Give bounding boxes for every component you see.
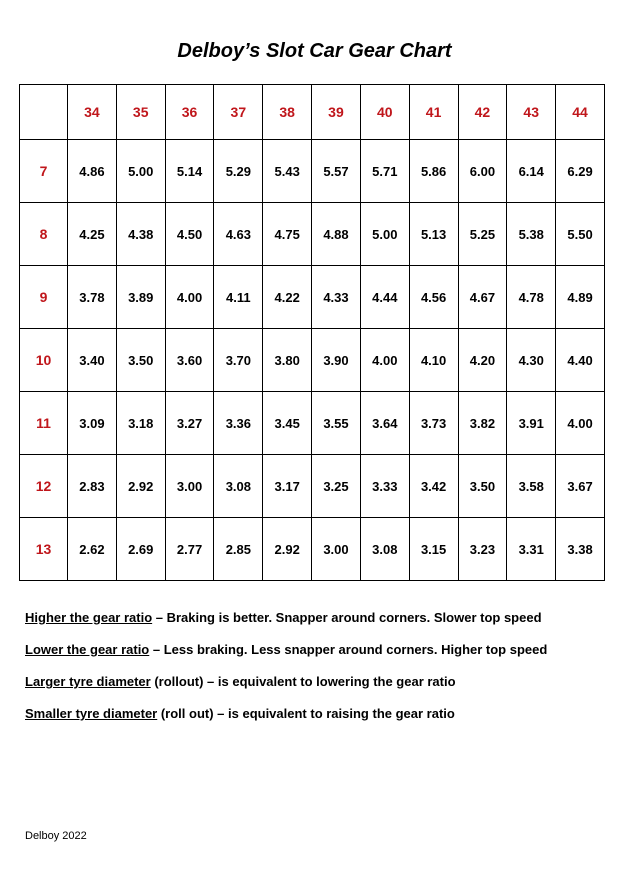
row-header: 10 bbox=[20, 329, 68, 392]
column-header: 43 bbox=[507, 85, 556, 140]
ratio-cell: 5.71 bbox=[360, 140, 409, 203]
note-key: Larger tyre diameter bbox=[25, 674, 151, 689]
ratio-cell: 4.40 bbox=[556, 329, 605, 392]
ratio-cell: 3.09 bbox=[68, 392, 117, 455]
ratio-cell: 3.82 bbox=[458, 392, 507, 455]
ratio-cell: 3.18 bbox=[116, 392, 165, 455]
ratio-cell: 4.78 bbox=[507, 266, 556, 329]
ratio-cell: 5.43 bbox=[263, 140, 312, 203]
ratio-cell: 6.29 bbox=[556, 140, 605, 203]
ratio-cell: 4.10 bbox=[409, 329, 458, 392]
note-line bbox=[25, 705, 615, 737]
ratio-cell: 4.38 bbox=[116, 203, 165, 266]
ratio-cell: 3.17 bbox=[263, 455, 312, 518]
ratio-cell: 4.63 bbox=[214, 203, 263, 266]
note-text: (rollout) – is equivalent to lowering the gear ratio bbox=[150, 674, 456, 689]
ratio-cell: 3.23 bbox=[458, 518, 507, 581]
ratio-cell: 5.86 bbox=[409, 140, 458, 203]
ratio-cell: 4.67 bbox=[458, 266, 507, 329]
ratio-cell: 3.50 bbox=[116, 329, 165, 392]
ratio-cell: 4.22 bbox=[263, 266, 312, 329]
ratio-cell: 3.58 bbox=[507, 455, 556, 518]
ratio-cell: 2.69 bbox=[116, 518, 165, 581]
ratio-cell: 3.31 bbox=[507, 518, 556, 581]
corner-cell bbox=[20, 85, 68, 140]
ratio-cell: 4.86 bbox=[68, 140, 117, 203]
note-key: Higher the gear ratio bbox=[25, 610, 153, 625]
row-header: 9 bbox=[20, 266, 68, 329]
table-row bbox=[20, 140, 605, 203]
ratio-cell: 2.92 bbox=[263, 518, 312, 581]
ratio-cell: 3.38 bbox=[556, 518, 605, 581]
column-header: 44 bbox=[556, 85, 605, 140]
ratio-cell: 3.45 bbox=[263, 392, 312, 455]
note-line bbox=[25, 641, 615, 673]
ratio-cell: 4.00 bbox=[360, 329, 409, 392]
table-row bbox=[20, 455, 605, 518]
column-header: 40 bbox=[360, 85, 409, 140]
table-row bbox=[20, 392, 605, 455]
ratio-cell: 4.44 bbox=[360, 266, 409, 329]
ratio-cell: 5.57 bbox=[312, 140, 361, 203]
note-text: – Braking is better. Snapper around corners. Slower top speed bbox=[152, 610, 542, 625]
ratio-cell: 2.77 bbox=[165, 518, 214, 581]
ratio-cell: 3.80 bbox=[263, 329, 312, 392]
row-header: 11 bbox=[20, 392, 68, 455]
ratio-cell: 5.25 bbox=[458, 203, 507, 266]
ratio-cell: 4.88 bbox=[312, 203, 361, 266]
ratio-cell: 4.30 bbox=[507, 329, 556, 392]
column-header: 41 bbox=[409, 85, 458, 140]
gear-chart-table bbox=[19, 84, 605, 581]
note-text: – Less braking. Less snapper around corners. Higher top speed bbox=[149, 642, 548, 657]
column-header: 39 bbox=[312, 85, 361, 140]
ratio-cell: 4.89 bbox=[556, 266, 605, 329]
ratio-cell: 3.40 bbox=[68, 329, 117, 392]
ratio-cell: 5.29 bbox=[214, 140, 263, 203]
ratio-cell: 3.33 bbox=[360, 455, 409, 518]
ratio-cell: 5.50 bbox=[556, 203, 605, 266]
ratio-cell: 3.50 bbox=[458, 455, 507, 518]
ratio-cell: 3.55 bbox=[312, 392, 361, 455]
ratio-cell: 4.00 bbox=[556, 392, 605, 455]
row-header: 8 bbox=[20, 203, 68, 266]
ratio-cell: 2.85 bbox=[214, 518, 263, 581]
ratio-cell: 4.33 bbox=[312, 266, 361, 329]
ratio-cell: 3.36 bbox=[214, 392, 263, 455]
ratio-cell: 3.91 bbox=[507, 392, 556, 455]
ratio-cell: 5.00 bbox=[116, 140, 165, 203]
ratio-cell: 3.89 bbox=[116, 266, 165, 329]
ratio-cell: 3.27 bbox=[165, 392, 214, 455]
header-row bbox=[20, 85, 605, 140]
ratio-cell: 3.00 bbox=[165, 455, 214, 518]
row-header: 13 bbox=[20, 518, 68, 581]
ratio-cell: 5.00 bbox=[360, 203, 409, 266]
ratio-cell: 6.00 bbox=[458, 140, 507, 203]
ratio-cell: 5.38 bbox=[507, 203, 556, 266]
ratio-cell: 5.13 bbox=[409, 203, 458, 266]
column-header: 42 bbox=[458, 85, 507, 140]
column-header: 37 bbox=[214, 85, 263, 140]
ratio-cell: 2.83 bbox=[68, 455, 117, 518]
table-row bbox=[20, 266, 605, 329]
ratio-cell: 4.56 bbox=[409, 266, 458, 329]
ratio-cell: 4.00 bbox=[165, 266, 214, 329]
ratio-cell: 6.14 bbox=[507, 140, 556, 203]
ratio-cell: 3.08 bbox=[360, 518, 409, 581]
column-header: 38 bbox=[263, 85, 312, 140]
ratio-cell: 3.00 bbox=[312, 518, 361, 581]
table-row bbox=[20, 329, 605, 392]
column-header: 36 bbox=[165, 85, 214, 140]
ratio-cell: 4.25 bbox=[68, 203, 117, 266]
note-text: (roll out) – is equivalent to raising the gear ratio bbox=[157, 706, 455, 721]
note-line bbox=[25, 673, 615, 705]
table-row bbox=[20, 518, 605, 581]
ratio-cell: 4.50 bbox=[165, 203, 214, 266]
ratio-cell: 4.75 bbox=[263, 203, 312, 266]
note-line bbox=[25, 609, 615, 641]
ratio-cell: 4.11 bbox=[214, 266, 263, 329]
ratio-cell: 3.08 bbox=[214, 455, 263, 518]
ratio-cell: 3.64 bbox=[360, 392, 409, 455]
ratio-cell: 3.15 bbox=[409, 518, 458, 581]
footer-text: Delboy 2022 bbox=[25, 830, 87, 842]
ratio-cell: 5.14 bbox=[165, 140, 214, 203]
row-header: 12 bbox=[20, 455, 68, 518]
row-header: 7 bbox=[20, 140, 68, 203]
ratio-cell: 3.70 bbox=[214, 329, 263, 392]
gear-chart-body bbox=[20, 85, 605, 581]
ratio-cell: 3.73 bbox=[409, 392, 458, 455]
column-header: 35 bbox=[116, 85, 165, 140]
ratio-cell: 2.62 bbox=[68, 518, 117, 581]
column-header: 34 bbox=[68, 85, 117, 140]
ratio-cell: 3.67 bbox=[556, 455, 605, 518]
ratio-cell: 3.90 bbox=[312, 329, 361, 392]
ratio-cell: 3.78 bbox=[68, 266, 117, 329]
ratio-cell: 3.25 bbox=[312, 455, 361, 518]
page-title: Delboy’s Slot Car Gear Chart bbox=[177, 40, 452, 62]
note-key: Lower the gear ratio bbox=[25, 642, 150, 657]
notes-section bbox=[25, 609, 615, 737]
ratio-cell: 4.20 bbox=[458, 329, 507, 392]
note-key: Smaller tyre diameter bbox=[25, 706, 158, 721]
ratio-cell: 3.60 bbox=[165, 329, 214, 392]
ratio-cell: 2.92 bbox=[116, 455, 165, 518]
ratio-cell: 3.42 bbox=[409, 455, 458, 518]
table-row bbox=[20, 203, 605, 266]
